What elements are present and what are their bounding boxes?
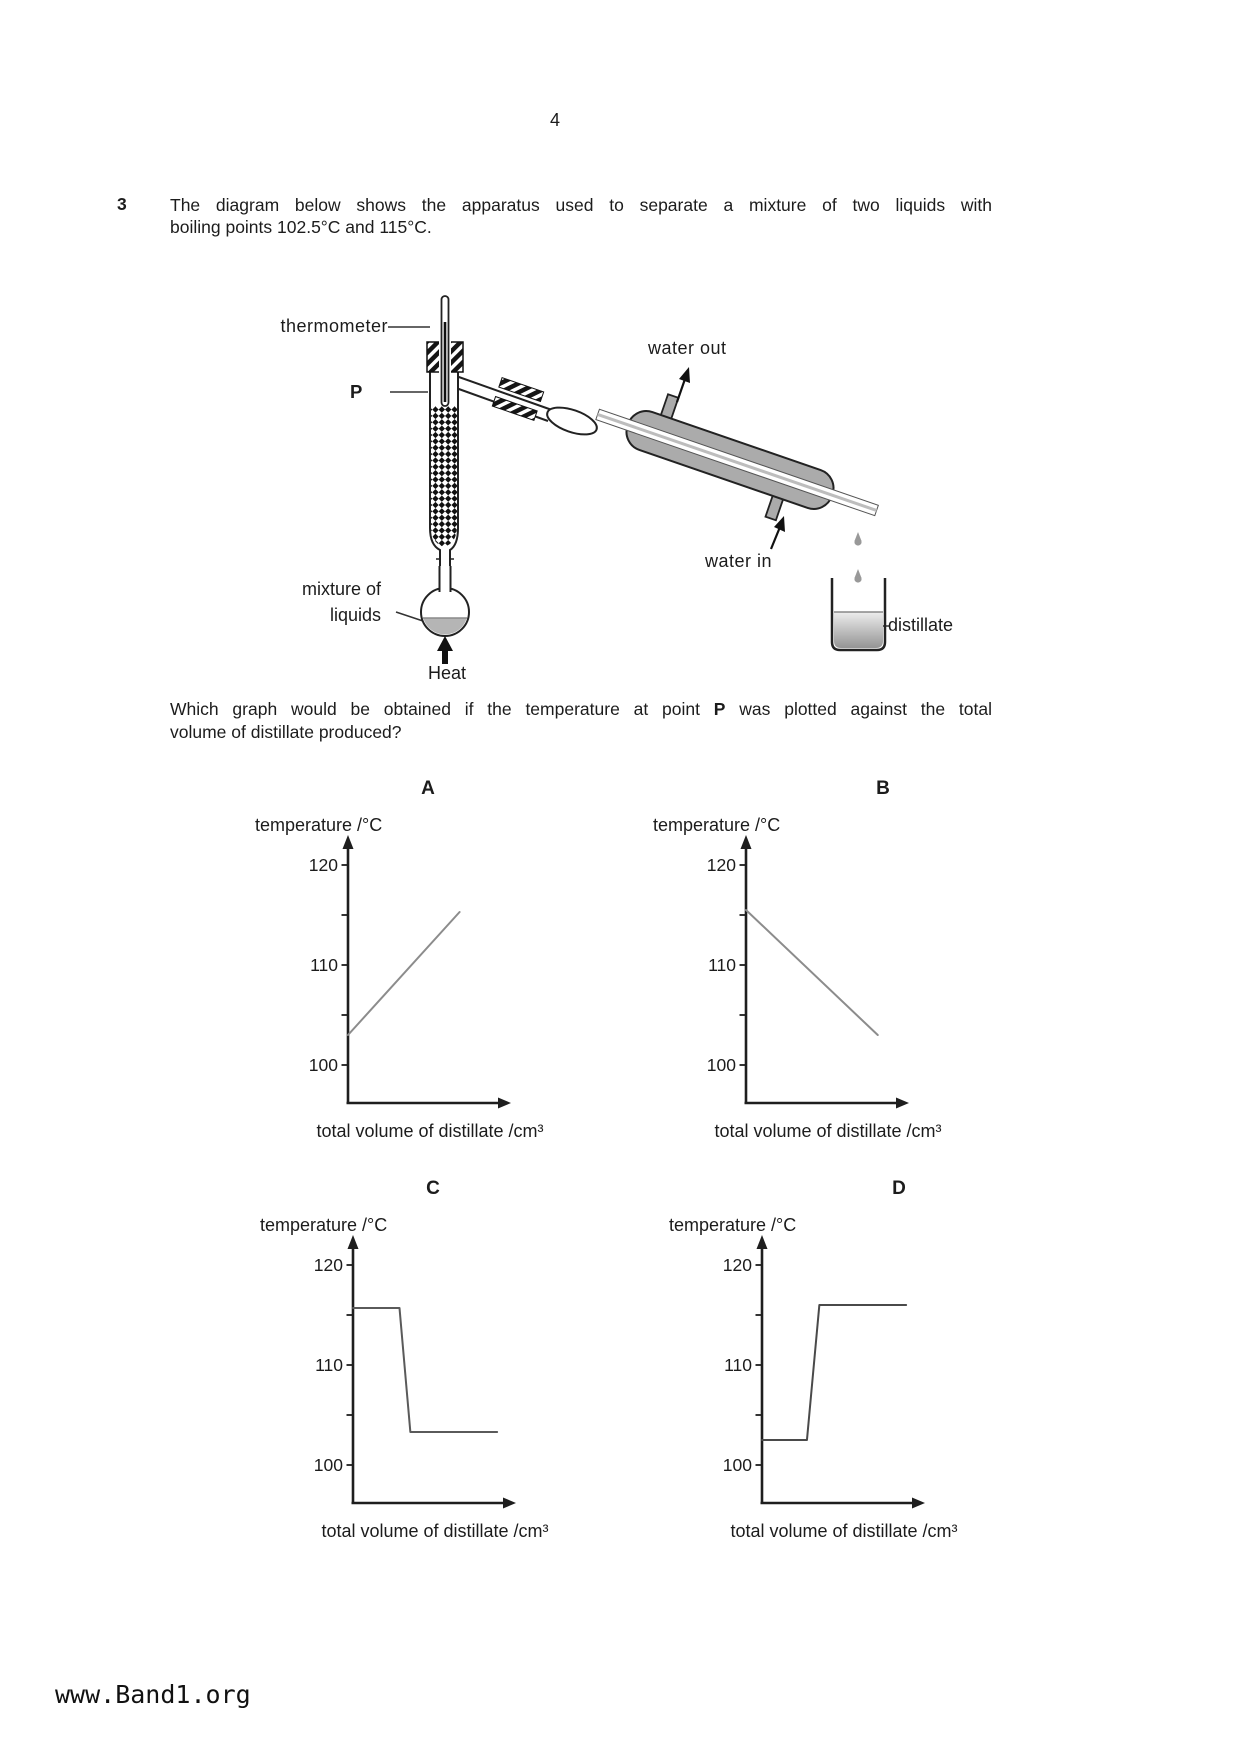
question-intro bbox=[170, 194, 992, 238]
question-prompt bbox=[170, 698, 992, 744]
tick-label-100: 100 bbox=[313, 1455, 343, 1475]
graph-option-b bbox=[608, 775, 1008, 1155]
tick-label-120: 120 bbox=[308, 855, 338, 875]
graph-option-d bbox=[624, 1175, 1024, 1555]
distillate-label: distillate bbox=[888, 615, 954, 635]
prompt-before: Which graph would be obtained if the temperature at point bbox=[170, 699, 714, 719]
graph-b-xlabel: total volume of distillate /cm³ bbox=[714, 1121, 942, 1141]
water-out-arrow bbox=[677, 367, 690, 402]
beaker bbox=[832, 578, 885, 650]
graph-c-plot bbox=[313, 1205, 523, 1525]
tick-label-100: 100 bbox=[308, 1055, 338, 1075]
tick-label-100: 100 bbox=[706, 1055, 736, 1075]
prompt-after: was plotted against the total bbox=[725, 699, 993, 719]
question-prompt-line2: volume of distillate produced? bbox=[170, 722, 402, 742]
curve-B bbox=[746, 910, 878, 1035]
column-packing bbox=[431, 406, 457, 547]
curve-A bbox=[348, 912, 460, 1035]
round-bottom-flask bbox=[421, 566, 469, 636]
y-axis-arrow bbox=[741, 835, 752, 849]
distillation-apparatus-diagram bbox=[200, 260, 1010, 690]
graph-d-plot bbox=[722, 1205, 932, 1525]
graph-c-xlabel: total volume of distillate /cm³ bbox=[321, 1521, 549, 1541]
question-intro-line2: boiling points 102.5°C and 115°C. bbox=[170, 217, 432, 237]
tick-label-120: 120 bbox=[722, 1255, 752, 1275]
graph-a-ylabel: temperature /°C bbox=[255, 815, 383, 835]
glass-joint bbox=[544, 402, 600, 440]
graph-c-title: C bbox=[426, 1178, 440, 1199]
question-number: 3 bbox=[117, 194, 127, 214]
tick-label-100: 100 bbox=[722, 1455, 752, 1475]
thermometer-label: thermometer bbox=[280, 316, 388, 336]
graph-a-xlabel: total volume of distillate /cm³ bbox=[316, 1121, 544, 1141]
curve-C bbox=[353, 1308, 497, 1432]
x-axis-arrow bbox=[503, 1498, 516, 1509]
tick-label-110: 110 bbox=[310, 955, 338, 975]
question-prompt-line1 bbox=[170, 698, 992, 721]
page-number: 4 bbox=[549, 110, 560, 130]
tick-label-120: 120 bbox=[313, 1255, 343, 1275]
tick-label-110: 110 bbox=[315, 1355, 343, 1375]
heat-arrow bbox=[437, 636, 453, 664]
thermometer bbox=[442, 296, 449, 406]
y-axis-arrow bbox=[343, 835, 354, 849]
mixture-of-liquids-label: mixture of liquids bbox=[301, 579, 381, 625]
y-axis-arrow bbox=[757, 1235, 768, 1249]
x-axis-arrow bbox=[498, 1098, 511, 1109]
water-in-label: water in bbox=[705, 551, 773, 571]
graph-c-ylabel: temperature /°C bbox=[260, 1215, 388, 1235]
tick-label-110: 110 bbox=[724, 1355, 752, 1375]
point-p-label: P bbox=[350, 381, 363, 402]
condenser bbox=[584, 375, 890, 550]
y-axis-arrow bbox=[348, 1235, 359, 1249]
water-out-label: water out bbox=[648, 338, 727, 358]
curve-D bbox=[762, 1305, 906, 1440]
graph-a-title: A bbox=[421, 778, 435, 799]
prompt-point-p: P bbox=[713, 699, 726, 719]
graph-d-title: D bbox=[892, 1178, 906, 1199]
distillate-drops bbox=[854, 532, 861, 583]
x-axis-arrow bbox=[912, 1498, 925, 1509]
question-intro-line1: The diagram below shows the apparatus used to separate a mixture of two liquids with bbox=[170, 195, 992, 215]
graph-a-plot bbox=[308, 805, 518, 1125]
graph-d-ylabel: temperature /°C bbox=[669, 1215, 797, 1235]
graph-b-title: B bbox=[876, 778, 890, 799]
tick-label-120: 120 bbox=[706, 855, 736, 875]
graph-b-plot bbox=[706, 805, 916, 1125]
water-in-arrow bbox=[771, 516, 785, 549]
distillate-liquid bbox=[834, 612, 883, 648]
x-axis-arrow bbox=[896, 1098, 909, 1109]
side-arm-tube bbox=[456, 376, 600, 440]
graph-d-xlabel: total volume of distillate /cm³ bbox=[730, 1521, 958, 1541]
website-footer: www.Band1.org bbox=[55, 1680, 251, 1709]
graph-option-a bbox=[210, 775, 610, 1155]
heat-label: Heat bbox=[427, 663, 467, 683]
graph-option-c bbox=[215, 1175, 615, 1555]
graph-b-ylabel: temperature /°C bbox=[653, 815, 781, 835]
tick-label-110: 110 bbox=[708, 955, 736, 975]
